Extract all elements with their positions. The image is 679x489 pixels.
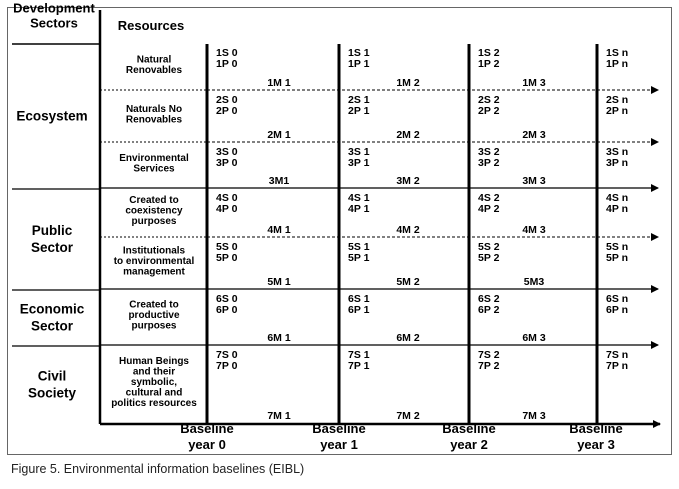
transition-label: 7M 3 — [522, 410, 546, 422]
sector-label: Ecosystem — [16, 108, 88, 124]
resource-label: Natural Renovables — [125, 54, 183, 76]
figure-caption: Figure 5. Environmental information baselines (EIBL) — [11, 462, 305, 476]
transition-label: 6M 2 — [396, 332, 420, 344]
cell-sp: 2S 0 2P 0 — [216, 94, 238, 117]
cell-sp: 6S n 6P n — [606, 293, 629, 316]
cell-sp: 2S n 2P n — [606, 94, 629, 117]
cell-sp: 3S n 3P n — [606, 146, 629, 169]
cell-sp: 5S n 5P n — [606, 241, 629, 264]
resource-label: Created to coexistency purposes — [125, 195, 183, 227]
sector-label: Civil Society — [27, 368, 77, 401]
transition-label: 2M 1 — [267, 129, 291, 141]
cell-sp: 5S 0 5P 0 — [216, 241, 238, 264]
cell-sp: 1S 2 1P 2 — [478, 47, 500, 70]
cell-sp: 3S 0 3P 0 — [216, 146, 238, 169]
transition-label: 2M 3 — [522, 129, 546, 141]
cell-sp: 4S n 4P n — [606, 192, 629, 215]
cell-sp: 2S 2 2P 2 — [478, 94, 500, 117]
cell-sp: 5S 1 5P 1 — [348, 241, 370, 264]
cell-sp: 6S 1 6P 1 — [348, 293, 370, 316]
transition-label: 2M 2 — [396, 129, 420, 141]
cell-sp: 3S 2 3P 2 — [478, 146, 500, 169]
cell-sp: 6S 2 6P 2 — [478, 293, 500, 316]
transition-label: 3M 2 — [396, 175, 420, 187]
baseline-label: Baseline year 1 — [312, 421, 366, 452]
cell-sp: 4S 2 4P 2 — [478, 192, 500, 215]
transition-label: 1M 1 — [267, 77, 291, 89]
cell-sp: 1S 0 1P 0 — [216, 47, 238, 70]
transition-label: 4M 3 — [522, 224, 546, 236]
header-resources: Resources — [117, 18, 185, 33]
transition-label: 4M 2 — [396, 224, 420, 236]
resource-label: Institutionals to environmental management — [113, 245, 195, 278]
resource-label: Created to productive purposes — [128, 299, 180, 332]
transition-label: 1M 3 — [522, 77, 546, 89]
sector-label: Economic Sector — [19, 301, 85, 334]
transition-label: 6M 1 — [267, 332, 291, 344]
cell-sp: 6S 0 6P 0 — [216, 293, 238, 316]
transition-label: 3M1 — [268, 175, 290, 187]
baseline-label: Baseline year 0 — [180, 421, 234, 452]
cell-sp: 7S n 7P n — [606, 349, 629, 372]
transition-label: 4M 1 — [267, 224, 291, 236]
transition-label: 5M3 — [523, 276, 545, 288]
cell-sp: 7S 0 7P 0 — [216, 349, 238, 372]
resource-label: Naturals No Renovables — [125, 103, 183, 126]
cell-sp: 7S 1 7P 1 — [348, 349, 370, 372]
cell-sp: 4S 0 4P 0 — [216, 192, 238, 215]
resource-label: Human Beings and their symbolic, cultural and politics resources — [111, 356, 197, 409]
transition-label: 3M 3 — [522, 175, 546, 187]
cell-sp: 5S 2 5P 2 — [478, 241, 500, 264]
cell-sp: 1S n 1P n — [606, 47, 629, 70]
transition-label: 1M 2 — [396, 77, 420, 89]
baseline-label: Baseline year 3 — [569, 421, 623, 452]
baseline-label: Baseline year 2 — [442, 421, 496, 452]
cell-sp: 7S 2 7P 2 — [478, 349, 500, 372]
transition-label: 5M 2 — [396, 276, 420, 288]
transition-label: 6M 3 — [522, 332, 546, 344]
header-development-sectors: Development Sectors — [13, 0, 95, 31]
resource-label: Environmental Services — [119, 152, 189, 175]
cell-sp: 1S 1 1P 1 — [348, 47, 370, 70]
transition-label: 7M 2 — [396, 410, 420, 422]
sector-label: Public Sector — [30, 223, 74, 255]
cell-sp: 3S 1 3P 1 — [348, 146, 370, 169]
transition-label: 5M 1 — [267, 276, 291, 288]
cell-sp: 4S 1 4P 1 — [348, 192, 370, 215]
transition-label: 7M 1 — [267, 410, 291, 422]
cell-sp: 2S 1 2P 1 — [348, 94, 370, 117]
